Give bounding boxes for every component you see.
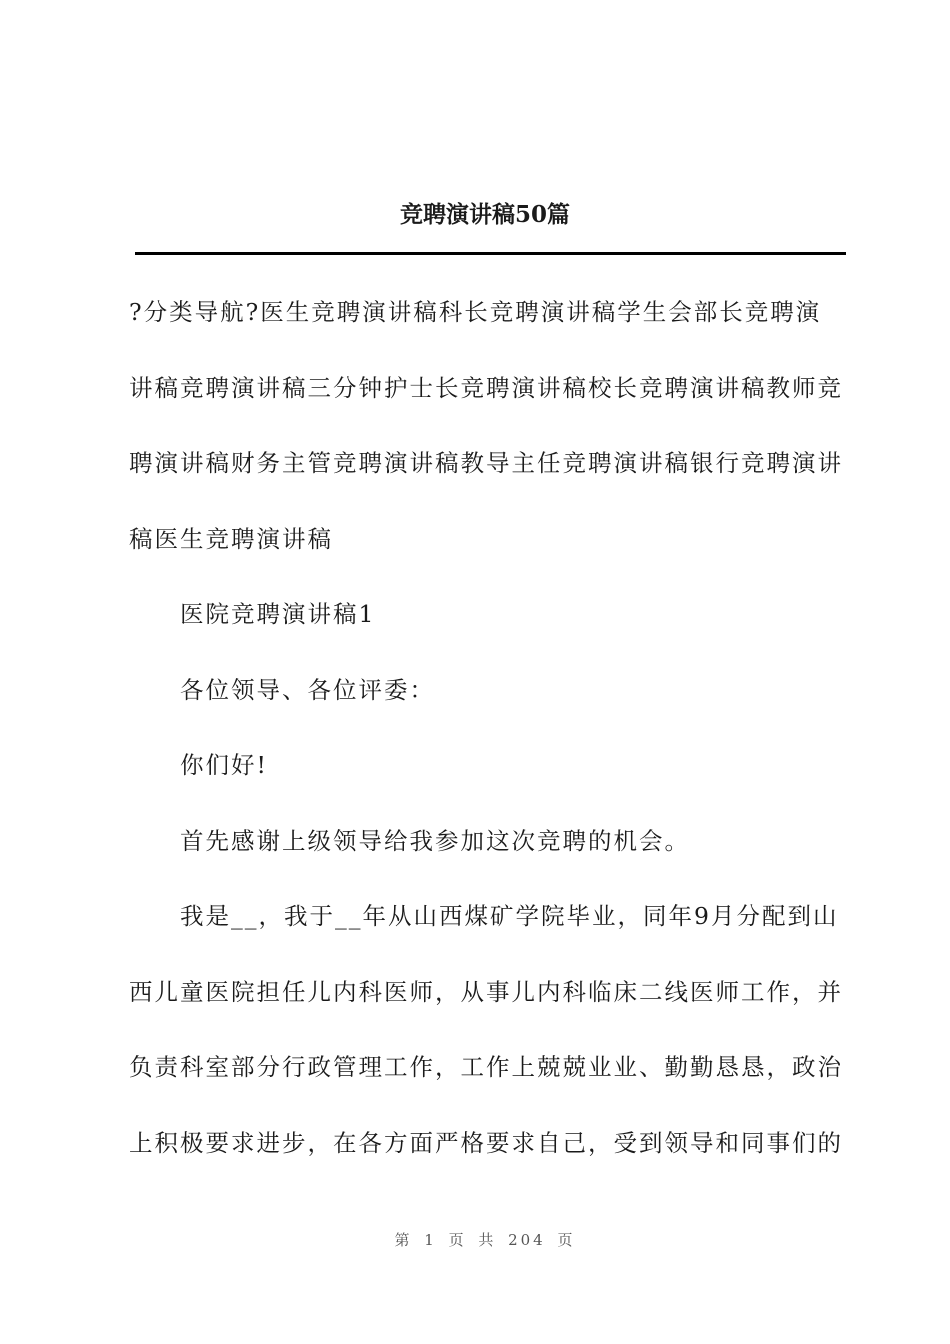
document-body — [129, 275, 845, 1181]
document-title: 竞聘演讲稿50篇 — [399, 201, 570, 228]
title-divider — [135, 252, 846, 255]
category-navigation-paragraph: ?分类导航?医生竞聘演讲稿科长竞聘演讲稿学生会部长竞聘演讲稿竞聘演讲稿三分钟护士长竞聘演讲稿校长竞聘演讲稿教师竞聘演讲稿财务主管竞聘演讲稿教导主任竞聘演讲稿银行竞聘演讲稿医生竞聘演讲稿 — [129, 298, 843, 553]
thanks-paragraph: 首先感谢上级领导给我参加这次竞聘的机会。 — [180, 826, 690, 855]
section-heading: 医院竞聘演讲稿1 — [180, 600, 376, 628]
greeting-paragraph: 你们好! — [180, 751, 268, 779]
introduction-paragraph: 我是__，我于__年从山西煤矿学院毕业，同年9月分配到山西儿童医院担任儿内科医师，从事儿内科临床二线医师工作，并负责科室部分行政管理工作，工作上兢兢业业、勤勤恳恳，政治上积极要求进步，在各方面严格要求自己，受到领导和同事们的 — [129, 902, 843, 1157]
page-footer: 第 1 页 共 204 页 — [394, 1231, 576, 1249]
salutation-paragraph: 各位领导、各位评委： — [180, 675, 435, 704]
